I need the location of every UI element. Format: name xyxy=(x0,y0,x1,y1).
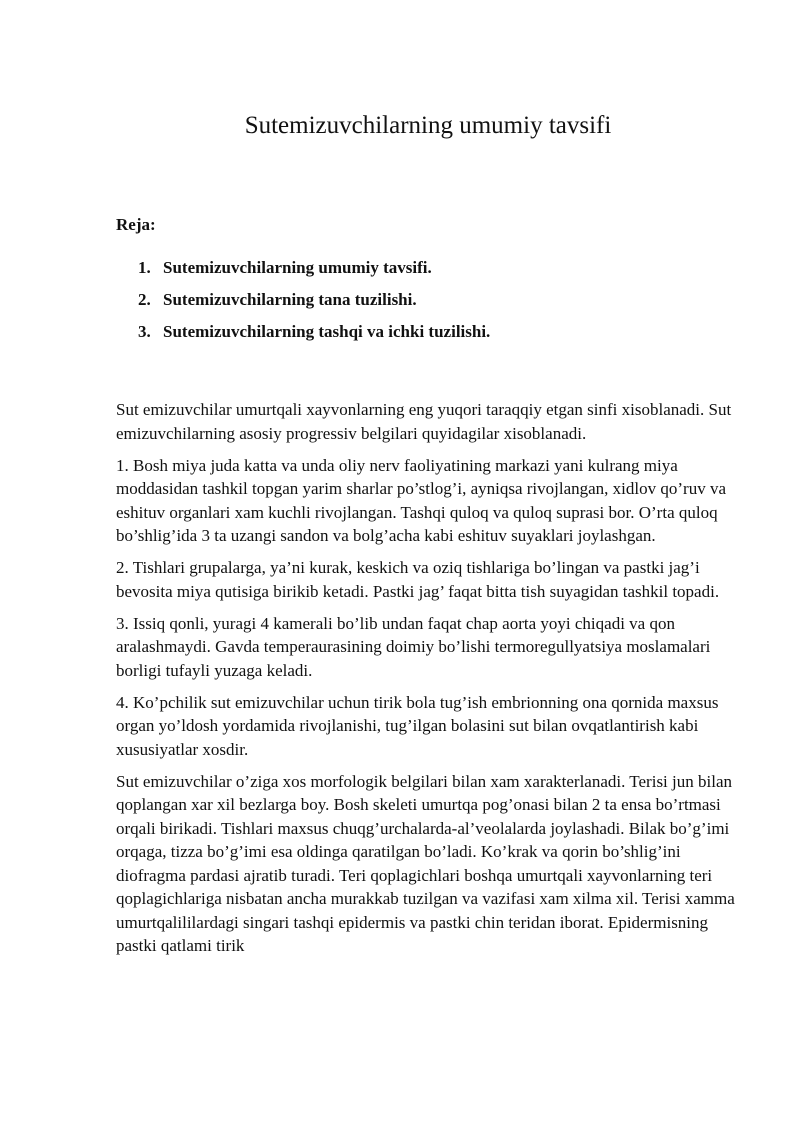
plan-item-text: Sutemizuvchilarning tashqi va ichki tuzilishi. xyxy=(163,322,491,341)
plan-item xyxy=(138,288,490,320)
point-3-paragraph: 3. Issiq qonli, yuragi 4 kamerali bo’lib undan faqat chap aorta yoyi chiqadi va qon aralashmaydi. Gavda temperaurasining doimiy bo’lishi termoregullyatsiya moslamalari borligi tufayli yuzaga keladi. xyxy=(116,613,711,680)
point-4-paragraph: 4. Ko’pchilik sut emizuvchilar uchun tirik bola tug’ish embrionning ona qornida maxsus organ yo’ldosh yordamida rivojlanishi, tug’ilgan bolasini sut bilan ovqatlantirish kabi xususiyatlar xosdir. xyxy=(116,692,719,759)
plan-item xyxy=(138,320,490,352)
plan-item-text: Sutemizuvchilarning umumiy tavsifi. xyxy=(163,258,432,277)
plan-item-number: 3. xyxy=(138,322,151,341)
point-2-paragraph: 2. Tishlari grupalarga, ya’ni kurak, keskich va oziq tishlariga bo’lingan va pastki jag’i bevosita miya qutisiga birikib ketadi. Pastki jag’ faqat bitta tish suyagidan tashkil topadi. xyxy=(116,558,720,601)
plan-item-text: Sutemizuvchilarning tana tuzilishi. xyxy=(163,290,417,309)
plan-label: Reja: xyxy=(116,215,156,234)
plan-item xyxy=(138,256,490,288)
morphology-paragraph: Sut emizuvchilar o’ziga xos morfologik belgilari bilan xam xarakterlanadi. Terisi jun bilan qoplangan xar xil bezlarga boy. Bosh skeleti umurtqa pog’onasi bilan 2 ta ensa bo’rtmasi orqali birikadi. Tishlari maxsus chuqg’urchalarda-al’veolalarda joylashadi. Bilak bo’g’imi orqaga, tizza bo’g’imi esa oldinga qaratilgan bo’ladi. Ko’krak va qorin bo’shlig’ini diofragma pardasi ajratib turadi. Teri qoplagichlari boshqa umurtqali xayvonlarning teri qoplagichlariga nisbatan ancha murakkab tuzilgan va vazifasi xam xilma xil. Terisi xamma umurtqalililardagi singari tashqi epidermis va pastki chin teridan iborat. Epidermisning pastki qatlami tirik xyxy=(116,771,735,955)
document-title: Sutemizuvchilarning umumiy tavsifi xyxy=(244,112,612,139)
body-text xyxy=(116,398,752,966)
plan-item-number: 2. xyxy=(138,290,151,309)
intro-paragraph: Sut emizuvchilar umurtqali xayvonlarning eng yuqori taraqqiy etgan sinfi xisoblanadi. Sut emizuvchilarning asosiy progressiv belgilari quyidagilar xisoblanadi. xyxy=(116,400,732,443)
point-1-paragraph: 1. Bosh miya juda katta va unda oliy nerv faoliyatining markazi yani kulrang miya moddasidan tashkil topgan yarim sharlar po’stlog’i, ayniqsa rivojlangan, xidlov qo’ruv va eshituv organlari xam kuchli rivojlangan. Tashqi quloq va quloq suprasi bor. O’rta quloq bo’shlig’ida 3 ta uzangi sandon va bolg’acha kabi eshituv suyaklari joylashgan. xyxy=(116,455,726,545)
plan-list xyxy=(138,256,490,352)
plan-item-number: 1. xyxy=(138,258,151,277)
